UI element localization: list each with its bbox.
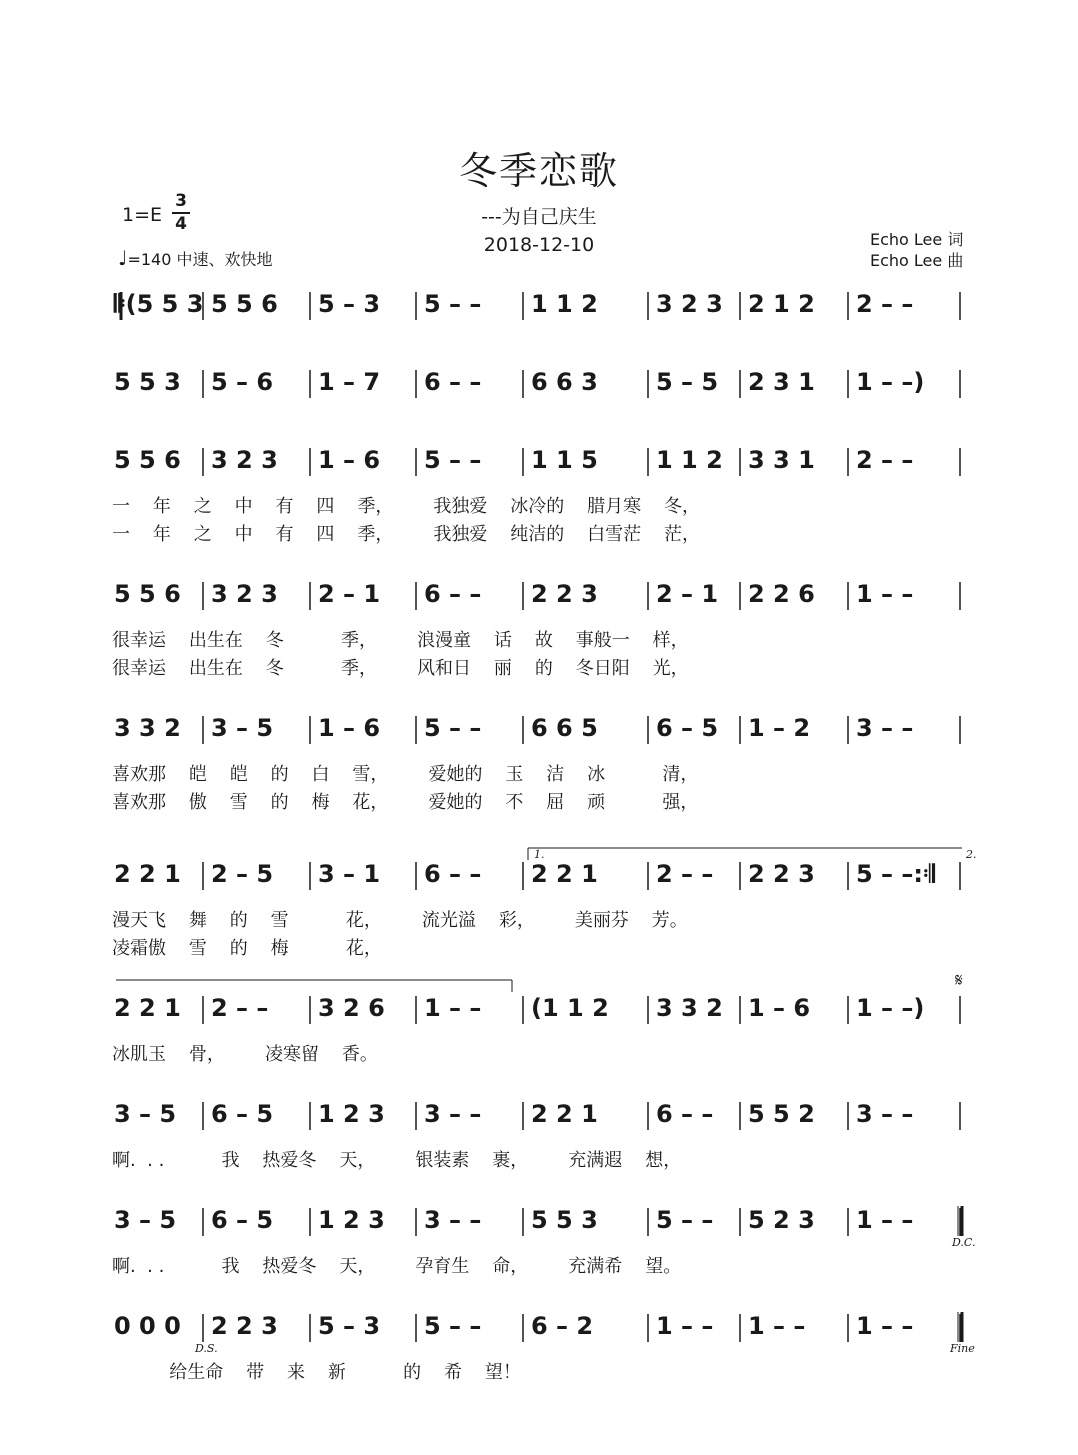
measure: 2 2 6	[748, 580, 815, 608]
ds-marking: D.S.	[195, 1342, 218, 1355]
measure: 2 2 1	[531, 860, 598, 888]
measure: 5 – 6	[211, 368, 274, 396]
measure: 6 – –	[424, 580, 482, 608]
lyric-line: 很幸运 出生在 冬 季， 风和日 丽 的 冬日阳 光，	[112, 658, 689, 679]
measure: 1 – 2	[748, 714, 811, 742]
measure: 1 – 7	[318, 368, 381, 396]
measure: 1 – 6	[318, 446, 381, 474]
song-subtitle: ---为自己庆生	[481, 206, 597, 228]
lyric-line: 漫天飞 舞 的 雪 花， 流光溢 彩， 美丽芬 芳。	[112, 910, 688, 931]
measure: 2 2 1	[114, 994, 181, 1022]
measure: 2 2 1	[531, 1100, 598, 1128]
measure: 5 5 6	[211, 290, 278, 318]
lyric-line: 一 年 之 中 有 四 季， 我独爱 冰冷的 腊月寒 冬，	[112, 496, 701, 517]
time-signature-bottom: 4	[175, 214, 187, 234]
measure: 1 – –	[656, 1312, 714, 1340]
measure: 1 1 5	[531, 446, 598, 474]
measure: 2 2 3	[531, 580, 598, 608]
measure: 3 – –	[424, 1100, 482, 1128]
lyric-line: 一 年 之 中 有 四 季， 我独爱 纯洁的 白雪茫 茫，	[112, 524, 701, 545]
lyric-line: 很幸运 出生在 冬 季， 浪漫童 话 故 事般一 样，	[112, 630, 689, 651]
measure: 1 2 3	[318, 1206, 385, 1234]
measure: 3 – –	[856, 1100, 914, 1128]
measure: 2 2 3	[748, 860, 815, 888]
fine-marking: Fine	[950, 1342, 975, 1355]
tempo-text: =140 中速、欢快地	[127, 250, 273, 269]
measure: 3 2 3	[211, 446, 278, 474]
measure: 3 – 5	[114, 1100, 177, 1128]
measure: 2 – 1	[318, 580, 381, 608]
measure: 1 2 3	[318, 1100, 385, 1128]
measure: 2 – 5	[211, 860, 274, 888]
measure: 5 – –:𝄇	[856, 860, 935, 888]
lyric-line: 啊. . . 我 热爱冬 天， 银装素 裹， 充满遐 想，	[112, 1150, 682, 1171]
measure: 1 – 6	[748, 994, 811, 1022]
measure: 5 5 6	[114, 446, 181, 474]
measure: 6 – –	[424, 860, 482, 888]
measure: 1 – –	[856, 580, 914, 608]
measure: 6 – 5	[211, 1206, 274, 1234]
measure: 1 – –	[748, 1312, 806, 1340]
measure: 5 2 3	[748, 1206, 815, 1234]
time-signature-top: 3	[175, 191, 187, 211]
measure: 1 – –	[856, 1206, 914, 1234]
measure: 3 – –	[856, 714, 914, 742]
lyric-line: 给生命 带 来 新 的 希 望！	[112, 1362, 521, 1383]
song-date: 2018-12-10	[483, 234, 595, 256]
measure: 5 5 6	[114, 580, 181, 608]
measure: 3 2 3	[656, 290, 723, 318]
measure: 1 – –)	[856, 368, 925, 396]
measure: 3 – 5	[211, 714, 274, 742]
lyric-line: 凌霜傲 雪 的 梅 花，	[112, 938, 382, 959]
measure: 1 – –	[856, 1312, 914, 1340]
measure: 3 2 6	[318, 994, 385, 1022]
measure: 2 – –	[856, 290, 914, 318]
measure: 3 – 5	[114, 1206, 177, 1234]
measure: 1 1 2	[531, 290, 598, 318]
measure: 5 – –	[656, 1206, 714, 1234]
measure: 5 – 3	[318, 290, 381, 318]
measure: 5 – –	[424, 714, 482, 742]
measure: (1 1 2	[531, 994, 609, 1022]
lyric-line: 喜欢那 傲 雪 的 梅 花， 爱她的 不 屈 顽 强，	[112, 792, 699, 813]
volta-2-label: 2.	[966, 848, 977, 861]
measure: 2 – 1	[656, 580, 719, 608]
measure: 3 – 1	[318, 860, 381, 888]
lyric-line: 啊. . . 我 热爱冬 天， 孕育生 命， 充满希 望。	[112, 1256, 682, 1277]
measure: 6 – 5	[211, 1100, 274, 1128]
measure: 1 – –	[424, 994, 482, 1022]
song-title: 冬季恋歌	[458, 149, 619, 193]
quarter-note-icon: ♩	[118, 246, 128, 270]
measure: 2 – –	[656, 860, 714, 888]
measure: 1 – 6	[318, 714, 381, 742]
measure: 6 – –	[424, 368, 482, 396]
measure: 6 6 3	[531, 368, 598, 396]
composer-credit: Echo Lee 曲	[870, 251, 964, 270]
measure: 5 – –	[424, 1312, 482, 1340]
measure: 3 3 2	[114, 714, 181, 742]
key-signature: 1=E	[122, 204, 163, 226]
measure: 5 – –	[424, 446, 482, 474]
measure: 3 3 2	[656, 994, 723, 1022]
measure: 2 – –	[211, 994, 269, 1022]
measure: 3 3 1	[748, 446, 815, 474]
measure: 6 – 5	[656, 714, 719, 742]
measure: 0 0 0	[114, 1312, 181, 1340]
measure: 5 – 5	[656, 368, 719, 396]
volta-1-label: 1.	[534, 848, 545, 861]
lyric-line: 冰肌玉 骨， 凌寒留 香。	[112, 1044, 378, 1065]
measure: 5 5 2	[748, 1100, 815, 1128]
measure: 3 2 3	[211, 580, 278, 608]
measure: 2 1 2	[748, 290, 815, 318]
measure: 5 5 3	[114, 368, 181, 396]
measure: 3 – –	[424, 1206, 482, 1234]
measure: 6 – –	[656, 1100, 714, 1128]
measure: 6 6 5	[531, 714, 598, 742]
dc-marking: D.C.	[952, 1236, 976, 1249]
lyricist-credit: Echo Lee 词	[870, 230, 964, 249]
measure: 𝄆(5 5 3	[114, 290, 204, 318]
measure: 6 – 2	[531, 1312, 594, 1340]
lyric-line: 喜欢那 皑 皑 的 白 雪， 爱她的 玉 洁 冰 清，	[112, 764, 699, 785]
measure: 2 3 1	[748, 368, 815, 396]
measure: 1 1 2	[656, 446, 723, 474]
measure: 2 – –	[856, 446, 914, 474]
measure: 5 5 3	[531, 1206, 598, 1234]
measure: 5 – 3	[318, 1312, 381, 1340]
measure: 5 – –	[424, 290, 482, 318]
measure: 2 2 1	[114, 860, 181, 888]
measure: 2 2 3	[211, 1312, 278, 1340]
segno-icon: 𝄋	[955, 970, 963, 991]
measure: 1 – –)	[856, 994, 925, 1022]
